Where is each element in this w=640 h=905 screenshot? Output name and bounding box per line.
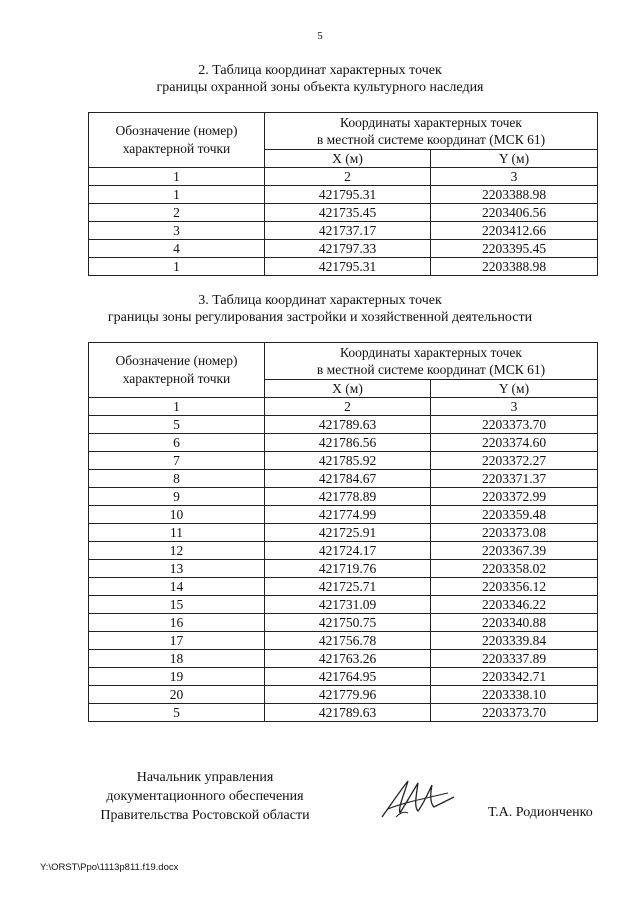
point-header <box>89 343 265 398</box>
table-row <box>89 524 598 542</box>
table2-header-row <box>89 113 598 150</box>
point-number-cell: 15 <box>89 596 265 614</box>
table-row <box>89 542 598 560</box>
position-line2: документационного обеспечения <box>106 789 304 804</box>
y-value-cell: 2203356.12 <box>431 578 598 596</box>
point-number-cell: 5 <box>89 704 265 722</box>
y-value-cell: 2203372.99 <box>431 488 598 506</box>
table3-coordinates <box>88 342 598 722</box>
colnum-cell: 1 <box>89 168 265 186</box>
y-value-cell: 2203339.84 <box>431 632 598 650</box>
coords-header <box>265 343 598 380</box>
table-row <box>89 614 598 632</box>
colnum-cell: 3 <box>431 398 598 416</box>
x-value-cell: 421756.78 <box>265 632 431 650</box>
table-row <box>89 258 598 276</box>
point-number-cell: 9 <box>89 488 265 506</box>
file-path: Y:\ORST\Ppo\1113p811.f19.docx <box>40 862 179 873</box>
x-value-cell: 421719.76 <box>265 560 431 578</box>
point-number-cell: 2 <box>89 204 265 222</box>
x-value-cell: 421735.45 <box>265 204 431 222</box>
table2-title <box>0 62 640 96</box>
point-number-cell: 10 <box>89 506 265 524</box>
table-row <box>89 434 598 452</box>
colnum-cell: 1 <box>89 398 265 416</box>
point-number-cell: 8 <box>89 470 265 488</box>
point-number-cell: 5 <box>89 416 265 434</box>
table-row <box>89 560 598 578</box>
coords-header-line2: в местной системе координат (МСК 61) <box>316 132 546 147</box>
point-header-line1: Обозначение (номер) <box>115 123 238 138</box>
y-value-cell: 2203374.60 <box>431 434 598 452</box>
x-value-cell: 421795.31 <box>265 186 431 204</box>
y-value-cell: 2203342.71 <box>431 668 598 686</box>
x-value-cell: 421724.17 <box>265 542 431 560</box>
x-header: X (м) <box>265 380 431 398</box>
y-value-cell: 2203373.70 <box>431 416 598 434</box>
point-number-cell: 7 <box>89 452 265 470</box>
x-value-cell: 421731.09 <box>265 596 431 614</box>
table-row <box>89 204 598 222</box>
table-row <box>89 470 598 488</box>
point-number-cell: 14 <box>89 578 265 596</box>
table2-title-line1: 2. Таблица координат характерных точек <box>198 63 442 78</box>
table-row <box>89 452 598 470</box>
y-value-cell: 2203371.37 <box>431 470 598 488</box>
y-value-cell: 2203338.10 <box>431 686 598 704</box>
x-value-cell: 421789.63 <box>265 416 431 434</box>
x-value-cell: 421784.67 <box>265 470 431 488</box>
point-number-cell: 18 <box>89 650 265 668</box>
y-value-cell: 2203358.02 <box>431 560 598 578</box>
table-row <box>89 596 598 614</box>
point-number-cell: 12 <box>89 542 265 560</box>
coords-header-line2: в местной системе координат (МСК 61) <box>316 362 546 377</box>
table3-colnum-row <box>89 398 598 416</box>
y-value-cell: 2203372.27 <box>431 452 598 470</box>
x-value-cell: 421789.63 <box>265 704 431 722</box>
x-value-cell: 421737.17 <box>265 222 431 240</box>
table3-header-row <box>89 343 598 380</box>
point-number-cell: 20 <box>89 686 265 704</box>
table-row <box>89 686 598 704</box>
y-value-cell: 2203388.98 <box>431 186 598 204</box>
table3-title-line1: 3. Таблица координат характерных точек <box>198 293 442 308</box>
position-line3: Правительства Ростовской области <box>100 808 310 823</box>
y-value-cell: 2203340.88 <box>431 614 598 632</box>
y-header: Y (м) <box>431 150 598 168</box>
point-number-cell: 11 <box>89 524 265 542</box>
x-value-cell: 421779.96 <box>265 686 431 704</box>
handwritten-signature <box>378 773 458 825</box>
y-header: Y (м) <box>431 380 598 398</box>
signatory-name: Т.А. Родионченко <box>488 805 593 820</box>
y-value-cell: 2203373.70 <box>431 704 598 722</box>
coords-header-line1: Координаты характерных точек <box>340 115 522 130</box>
x-value-cell: 421785.92 <box>265 452 431 470</box>
y-value-cell: 2203412.66 <box>431 222 598 240</box>
table-row <box>89 186 598 204</box>
x-value-cell: 421725.91 <box>265 524 431 542</box>
point-number-cell: 13 <box>89 560 265 578</box>
point-header <box>89 113 265 168</box>
point-number-cell: 4 <box>89 240 265 258</box>
table-row <box>89 650 598 668</box>
table-row <box>89 506 598 524</box>
page-number: 5 <box>317 30 323 42</box>
point-number-cell: 19 <box>89 668 265 686</box>
x-value-cell: 421750.75 <box>265 614 431 632</box>
x-value-cell: 421797.33 <box>265 240 431 258</box>
x-value-cell: 421774.99 <box>265 506 431 524</box>
colnum-cell: 2 <box>265 398 431 416</box>
y-value-cell: 2203406.56 <box>431 204 598 222</box>
point-number-cell: 6 <box>89 434 265 452</box>
y-value-cell: 2203395.45 <box>431 240 598 258</box>
x-header: X (м) <box>265 150 431 168</box>
point-header-line2: характерной точки <box>122 371 231 386</box>
point-number-cell: 1 <box>89 258 265 276</box>
table2-title-line2: границы охранной зоны объекта культурного наследия <box>156 80 484 95</box>
table3-title <box>0 292 640 326</box>
y-value-cell: 2203373.08 <box>431 524 598 542</box>
colnum-cell: 2 <box>265 168 431 186</box>
table-row <box>89 416 598 434</box>
signatory-position <box>85 768 325 825</box>
table3-title-line2: границы зоны регулирования застройки и хозяйственной деятельности <box>107 310 533 325</box>
y-value-cell: 2203337.89 <box>431 650 598 668</box>
x-value-cell: 421763.26 <box>265 650 431 668</box>
point-number-cell: 16 <box>89 614 265 632</box>
x-value-cell: 421725.71 <box>265 578 431 596</box>
table-row <box>89 704 598 722</box>
point-number-cell: 3 <box>89 222 265 240</box>
table2-colnum-row <box>89 168 598 186</box>
table-row <box>89 222 598 240</box>
y-value-cell: 2203346.22 <box>431 596 598 614</box>
table-row <box>89 488 598 506</box>
x-value-cell: 421764.95 <box>265 668 431 686</box>
table-row <box>89 632 598 650</box>
point-number-cell: 1 <box>89 186 265 204</box>
x-value-cell: 421786.56 <box>265 434 431 452</box>
x-value-cell: 421778.89 <box>265 488 431 506</box>
table2-coordinates <box>88 112 598 276</box>
coords-header-line1: Координаты характерных точек <box>340 345 522 360</box>
colnum-cell: 3 <box>431 168 598 186</box>
table-row <box>89 240 598 258</box>
y-value-cell: 2203359.48 <box>431 506 598 524</box>
position-line1: Начальник управления <box>136 770 274 785</box>
point-number-cell: 17 <box>89 632 265 650</box>
coords-header <box>265 113 598 150</box>
table-row <box>89 578 598 596</box>
x-value-cell: 421795.31 <box>265 258 431 276</box>
point-header-line1: Обозначение (номер) <box>115 353 238 368</box>
table-row <box>89 668 598 686</box>
y-value-cell: 2203367.39 <box>431 542 598 560</box>
y-value-cell: 2203388.98 <box>431 258 598 276</box>
point-header-line2: характерной точки <box>122 141 231 156</box>
